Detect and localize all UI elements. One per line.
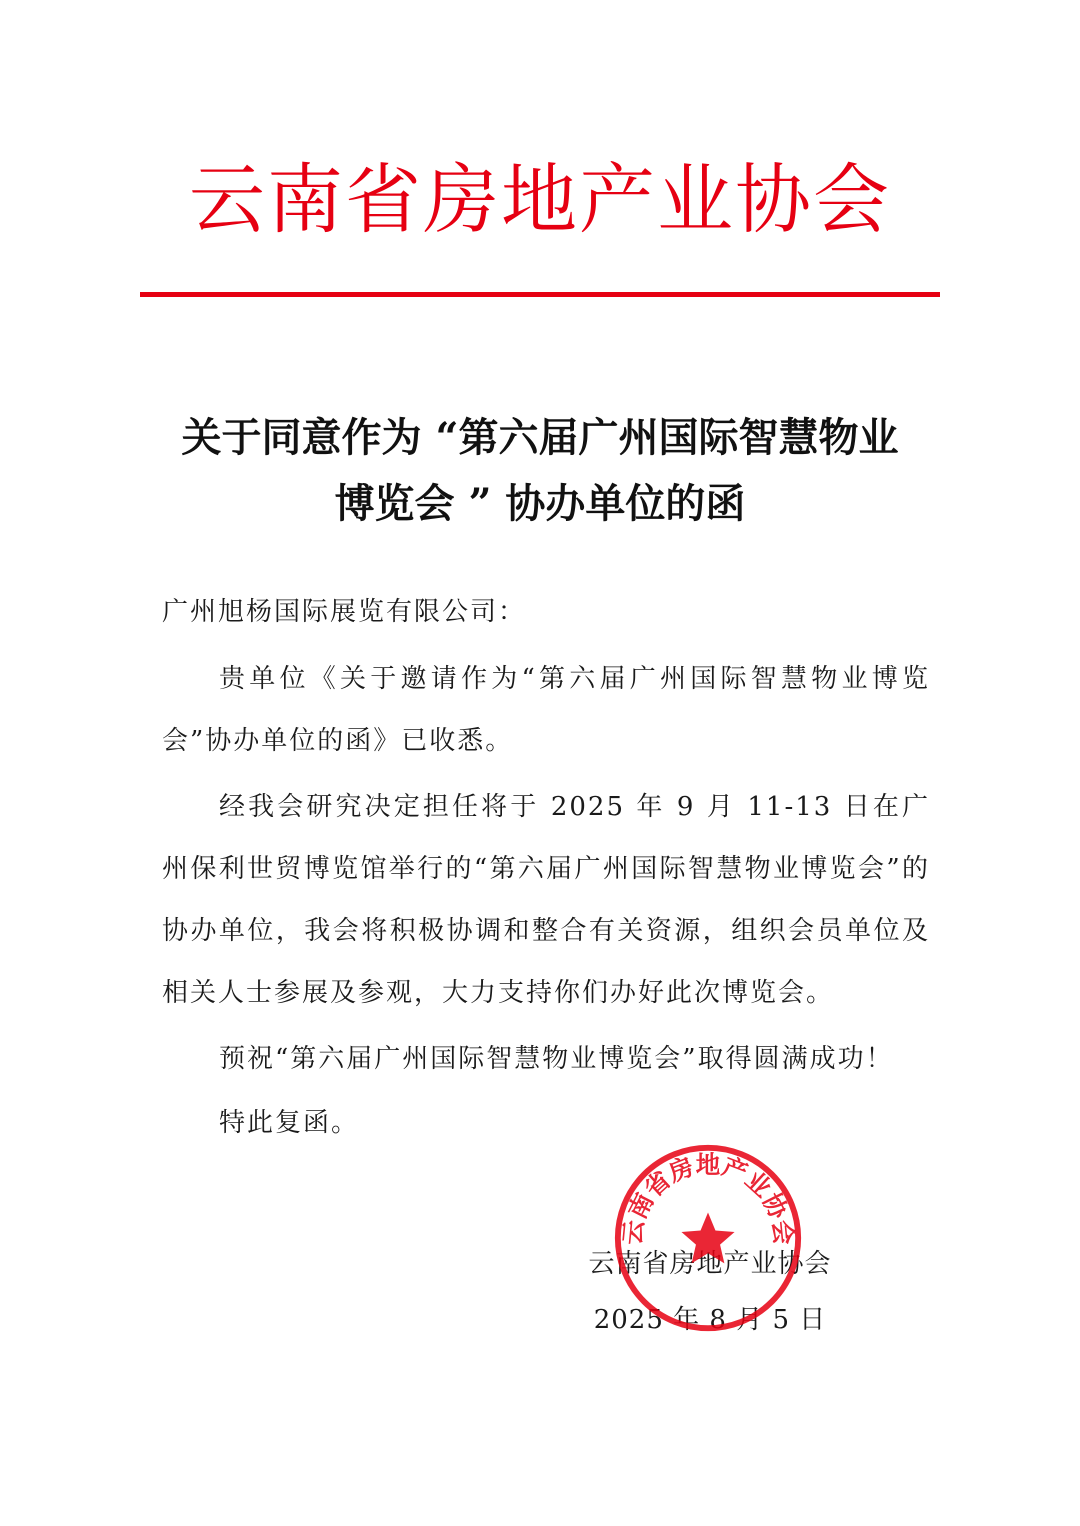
star-icon [681,1213,734,1264]
letterhead-divider [140,292,940,297]
document-title [130,405,950,537]
signature-org: 云南省房地产业协会 [588,1249,832,1279]
paragraph-wishes: 预祝“第六届广州国际智慧物业博览会”取得圆满成功！ [219,1044,894,1074]
seal-text: 云南省房地产业协会 [617,1149,799,1247]
official-seal [610,1140,806,1336]
signature-date: 2025 年 8 月 5 日 [593,1305,827,1335]
paragraph-acknowledgement: 贵单位《关于邀请作为“第六届广州国际智慧物业博览会”协办单位的函》已收悉。 [162,664,930,756]
letterhead-org-name: 云南省房地产业协会 [189,155,891,244]
title-line-2: 博览会 ” 协办单位的函 [334,480,746,527]
paragraph-closing: 特此复函。 [219,1108,360,1138]
recipient: 广州旭杨国际展览有限公司： [162,597,527,627]
title-line-1: 关于同意作为 “第六届广州国际智慧物业 [181,414,899,461]
paragraph-decision: 经我会研究决定担任将于 2025 年 9 月 11-13 日在广州保利世贸博览馆举行的“第六届广州国际智慧物业博览会”的协办单位，我会将积极协调和整合有关资源，组织会员单位及相关人士参展及参观，大力支持你们办好此次博览会。 [162,792,930,1008]
